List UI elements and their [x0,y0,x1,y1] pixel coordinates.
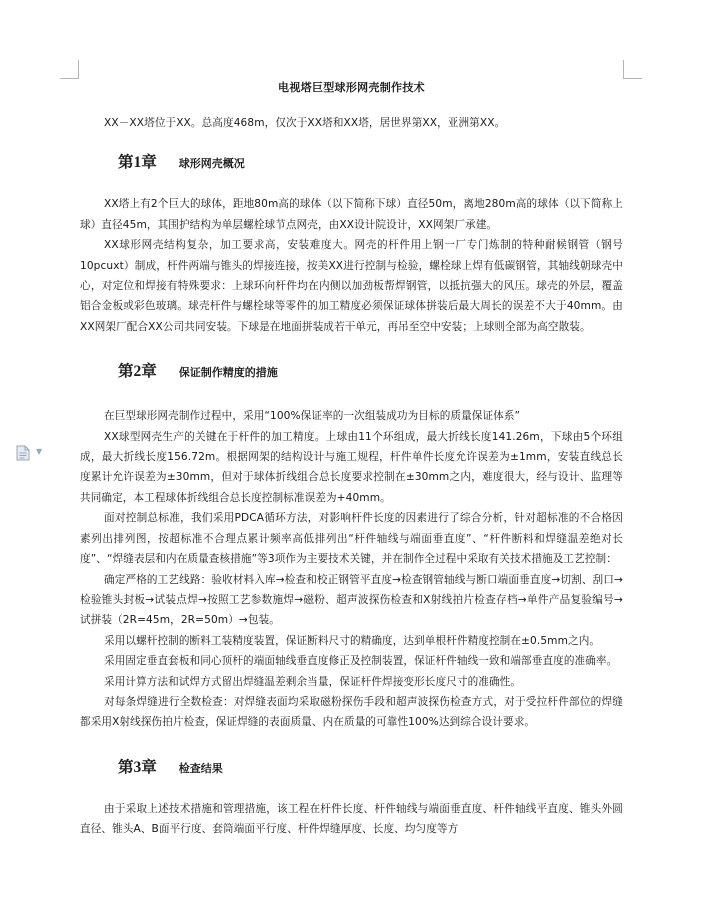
chapter-2-paragraph: 确定严格的工艺线路：验收材料入库→检查和校正钢管平直度→检查钢管轴线与断口端面垂直度→切割、刮口→检验锥头封板→试装点焊→按照工艺参数施焊→磁粉、超声波探伤检查和X射线拍片检查存档→单件产品复验编号→试拼装（2R=45m，2R=50m）→包装。 [80,573,623,627]
document-title: 电视塔巨型球形网壳制作技术 [278,81,425,94]
chapter-2-paragraph: XX球型网壳生产的关键在于杆件的加工精度。上球由11个环组成，最大折线长度141.26m，下球由5个环组成，最大折线长度156.72m。根据网架的结构设计与施工规程，杆件单件长度允许误差为±1mm，安装直线总长度累计允许误差为±30mm，但对于球体折线组合总长度要求控制在±30mm之内，难度很大，经与设计、监理等共同确定，本工程球体折线组合总长度控制标准误差为+40mm。 [80,430,623,504]
chevron-down-icon[interactable]: ▼ [36,447,43,456]
intro-paragraph: XX－XX塔位于XX。总高度468m，仅次于XX塔和XX塔，居世界第XX，亚洲第XX。 [104,117,506,129]
chapter-2-paragraph: 采用计算方法和试焊方式留出焊缝温差剩余当量，保证杆件焊接变形长度尺寸的准确性。 [104,675,522,688]
chapter-1-heading [118,150,623,172]
chapter-title: 保证制作精度的措施 [178,366,278,380]
crop-mark-top-right [623,60,642,79]
chapter-2-paragraph: 采用固定垂直套板和同心顶杆的端面轴线垂直度修正及控制装置，保证杆件轴线一致和端部垂直度的准确率。 [104,655,618,668]
document-page [80,72,623,840]
chapter-1-paragraph: XX塔上有2个巨大的球体，距地80m高的球体（以下简称下球）直径50m，离地280m高的球体（以下简称上球）直径45m，其围护结构为单层螺栓球节点网壳，由XX设计院设计，XX网架厂承建。 [80,198,623,231]
chapter-title: 球形网壳概况 [178,157,245,171]
chapter-title: 检查结果 [178,761,223,775]
chapter-1-paragraph: XX球形网壳结构复杂，加工要求高，安装难度大。网壳的杆件用上钢一厂专门炼制的特种耐候钢管（钢号10pcuxt）制成，杆件两端与锥头的焊接连接，按美XX进行控制与检验，螺栓球上焊有低碳钢管，其轴线朝球壳中心，对定位和焊接有特殊要求：上球环向杆件均在内侧以加劲板帮焊钢管，以抵抗强大的风压。球壳的外层，覆盖铝合金板或彩色玻璃。球壳杆件与螺栓球等零件的加工精度必须保证球体拼装后最大周长的误差不大于40mm。由XX网架厂配合XX公司共同安装。下球是在地面拼装成若干单元，再吊至空中安装；上球则全部为高空散装。 [80,239,623,333]
chapter-2-heading [118,359,623,381]
chapter-3-heading [118,755,623,777]
chapter-2-paragraph: 采用以螺杆控制的断料工装精度装置，保证断料尺寸的精确度，达到单根杆件精度控制在±0.5mm之内。 [104,634,601,647]
chapter-2-paragraph: 面对控制总标准，我们采用PDCA循环方法，对影响杆件长度的因素进行了综合分析，针对超标准的不合格因素列出排列图，按超标准不合理点累计频率高低排列出“杆件轴线与端面垂直度”、“杆件断料和焊缝温差绝对长度”、“焊缝表层和内在质量查核措施”等3项作为主要技术关键，并在制作全过程中采取有关技术措施及工艺控制： [80,512,623,566]
chapter-2-paragraph: 在巨型球形网壳制作过程中，采用“100%保证率的一次组装成功为目标的质量保证体系” [104,410,521,423]
chapter-number: 第1章 [118,154,157,172]
chapter-2-paragraph: 对每条焊缝进行全数检查：对焊缝表面均采取磁粉探伤手段和超声波探伤检查方式，对于受拉杆件部位的焊缝都采用X射线探伤拍片检查，保证焊缝的表面质量、内在质量的可靠性100%达到综合设计要求。 [80,695,623,729]
crop-mark-top-left [60,60,79,79]
chapter-number: 第2章 [118,363,157,381]
chapter-3-paragraph: 由于采取上述技术措施和管理措施，该工程在杆件长度、杆件轴线与端面垂直度、杆件轴线平直度、锥头外圆直径、锥头A、B面平行度、套筒端面平行度、杆件焊缝厚度、长度、均匀度等方 [80,802,623,836]
document-icon[interactable] [16,445,30,461]
chapter-number: 第3章 [118,758,157,776]
